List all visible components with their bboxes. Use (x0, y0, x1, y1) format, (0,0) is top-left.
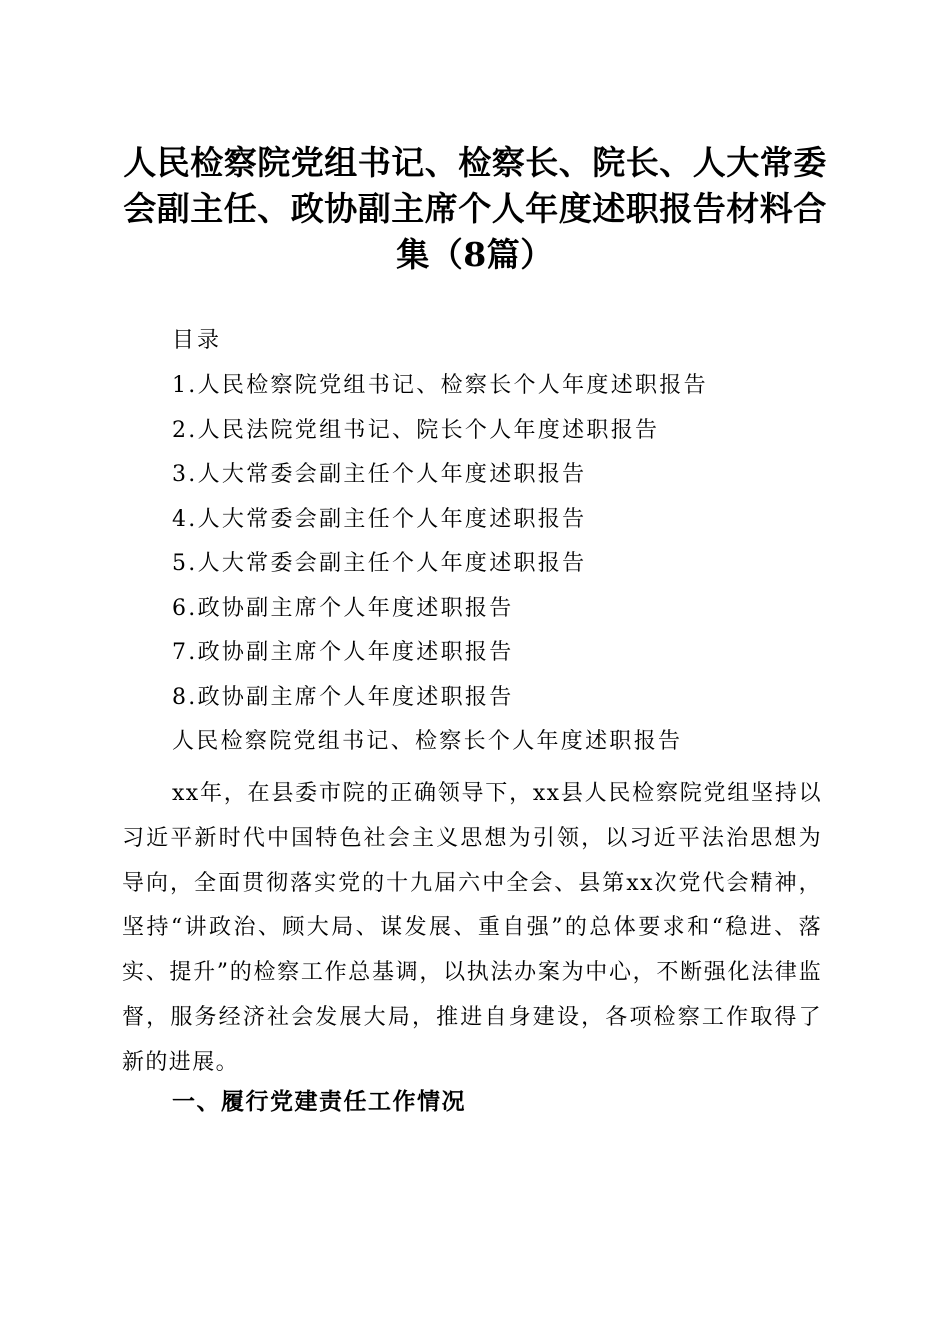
toc-item-8: 8.政协副主席个人年度述职报告 (172, 684, 514, 710)
toc-item-4: 4.人大常委会副主任个人年度述职报告 (172, 506, 587, 532)
toc-item-3: 3.人大常委会副主任个人年度述职报告 (172, 462, 587, 487)
toc-item-1: 1.人民检察院党组书记、检察长个人年度述职报告 (172, 373, 708, 398)
intro-paragraph: xx年，在县委市院的正确领导下，xx县人民检察院党组坚持以习近平新时代中国特色社会主义思想为引领，以习近平法治思想为导向，全面贯彻落实党的十九届六中全会、县第xx次党代会精神，坚持“讲政治、顾大局、谋发展、重自强”的总体要求和“稳进、落实、提升”的检察工作总基调，以执法办案为中心，不断强化法律监督，服务经济社会发展大局，推进自身建设，各项检察工作取得了新的进展。 (122, 781, 822, 1075)
toc-item-5: 5.人大常委会副主任个人年度述职报告 (172, 551, 587, 576)
toc-item-2: 2.人民法院党组书记、院长个人年度述职报告 (172, 417, 660, 443)
table-of-contents (172, 371, 708, 727)
toc-heading: 目录 (172, 328, 223, 353)
section-title: 人民检察院党组书记、检察长个人年度述职报告 (172, 729, 683, 754)
section-heading-1: 一、履行党建责任工作情况 (172, 1089, 466, 1115)
toc-item-6: 6.政协副主席个人年度述职报告 (172, 595, 514, 621)
toc-item-7: 7.政协副主席个人年度述职报告 (172, 640, 514, 665)
document-title: 人民检察院党组书记、检察长、院长、人大常委会副主任、政协副主席个人年度述职报告材料合集（8篇） (123, 143, 827, 274)
